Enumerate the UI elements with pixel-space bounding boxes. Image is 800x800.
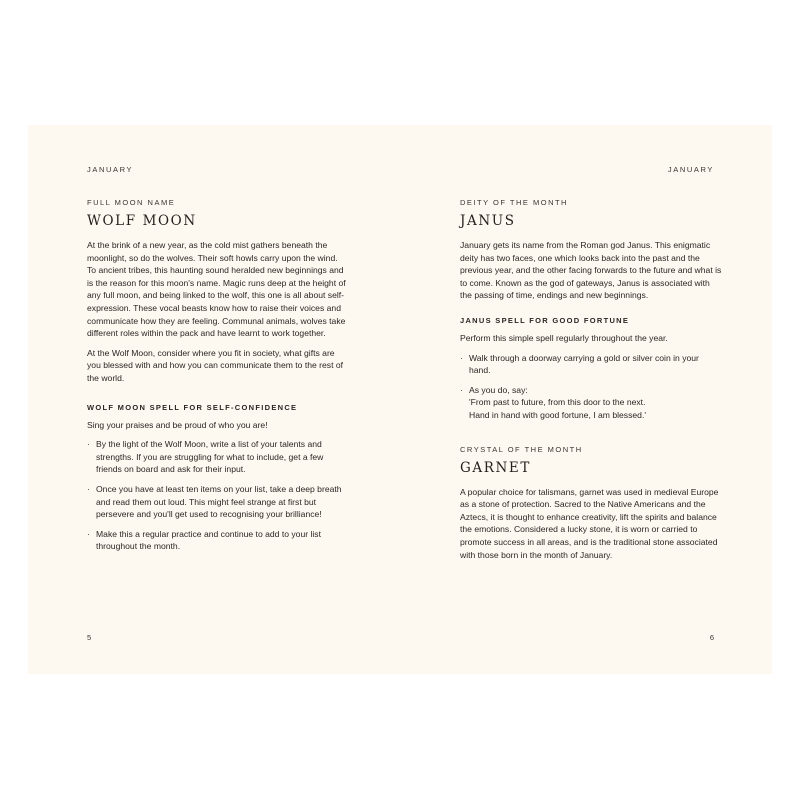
list-item (87, 483, 347, 521)
deity-heading: JANUS (460, 213, 516, 229)
spell-heading: WOLF MOON SPELL FOR SELF-CONFIDENCE (87, 402, 298, 412)
list-item-text: By the light of the Wolf Moon, write a list of your talents and strengths. If you are struggling for what to include, get a few friends on board and ask for their input. (96, 439, 324, 475)
list-item-text: Walk through a doorway carrying a gold or silver coin in your hand. (469, 352, 699, 376)
spell-steps-list (460, 352, 722, 422)
list-item (460, 352, 722, 377)
spell-chant-line: Hand in hand with good fortune, I am blessed.' (469, 409, 646, 420)
running-head: JANUARY (667, 165, 714, 174)
bullet-icon: · (460, 384, 463, 395)
spell-intro: Sing your praises and be proud of who you are! (87, 419, 268, 430)
crystal-heading: GARNET (460, 459, 531, 476)
page-number: 6 (709, 633, 714, 642)
section-heading: WOLF MOON (87, 213, 197, 229)
spell-heading: JANUS SPELL FOR GOOD FORTUNE (460, 315, 630, 325)
section-kicker: FULL MOON NAME (87, 198, 176, 207)
spell-steps-list (87, 438, 347, 553)
deity-paragraph: January gets its name from the Roman god Janus. This enigmatic deity has two faces, one which looks back into the past and the previous year, and the other facing forwards to the future and what is to come. Known as the god of gateways, Janus is associated with the passing of time, endings and new beginnings. (460, 240, 722, 301)
list-item-text: Once you have at least ten items on your list, take a deep breath and read them out loud. This might feel strange at first but persevere and you'll get used to recognising your brilliance! (96, 483, 342, 520)
crystal-kicker: CRYSTAL OF THE MONTH (460, 444, 583, 454)
book-spread (28, 125, 772, 674)
left-page-content (87, 198, 347, 560)
bullet-icon: · (460, 352, 463, 363)
list-item (87, 528, 347, 553)
bullet-icon: · (87, 439, 90, 450)
right-page-content (460, 198, 722, 568)
body-paragraph: At the Wolf Moon, consider where you fit in society, what gifts are you blessed with and how you can communicate them to the rest of the world. (87, 347, 344, 383)
bullet-icon: · (87, 483, 90, 494)
list-item-text: Make this a regular practice and continue to add to your list throughout the month. (96, 528, 321, 552)
crystal-paragraph: A popular choice for talismans, garnet was used in medieval Europe as a stone of protection. Sacred to the Native Americans and the Aztecs, it is thought to enhance creativity, lift the spirits and balance the emotions. Considered a lucky stone, it is worn or carried to promote success in all areas, and is the traditional stone associated with those born in the month of January. (460, 486, 719, 560)
deity-kicker: DEITY OF THE MONTH (460, 198, 568, 207)
spell-intro: Perform this simple spell regularly throughout the year. (460, 332, 668, 343)
list-item (87, 438, 347, 476)
left-page (28, 125, 400, 674)
running-head: JANUARY (87, 165, 134, 174)
list-item-text: As you do, say: (469, 384, 528, 395)
spell-chant-line: 'From past to future, from this door to the next. (469, 397, 646, 408)
bullet-icon: · (87, 528, 90, 539)
right-page (400, 125, 772, 674)
page-number: 5 (87, 633, 92, 642)
list-item (460, 384, 722, 422)
body-paragraph: At the brink of a new year, as the cold mist gathers beneath the moonlight, so do the wolves. Their soft howls carry upon the wind. To ancient tribes, this haunting sound heralded new beginnings and is the reason for this moon's name. Magic runs deep at the height of any full moon, and being linked to the wolf, this one is all about self-expression. These vocal beasts know how to raise their voices and communicate how they are feeling. Communal animals, wolves take different roles within the pack and have learnt to work together. (87, 240, 346, 339)
section-spacer (460, 429, 722, 445)
